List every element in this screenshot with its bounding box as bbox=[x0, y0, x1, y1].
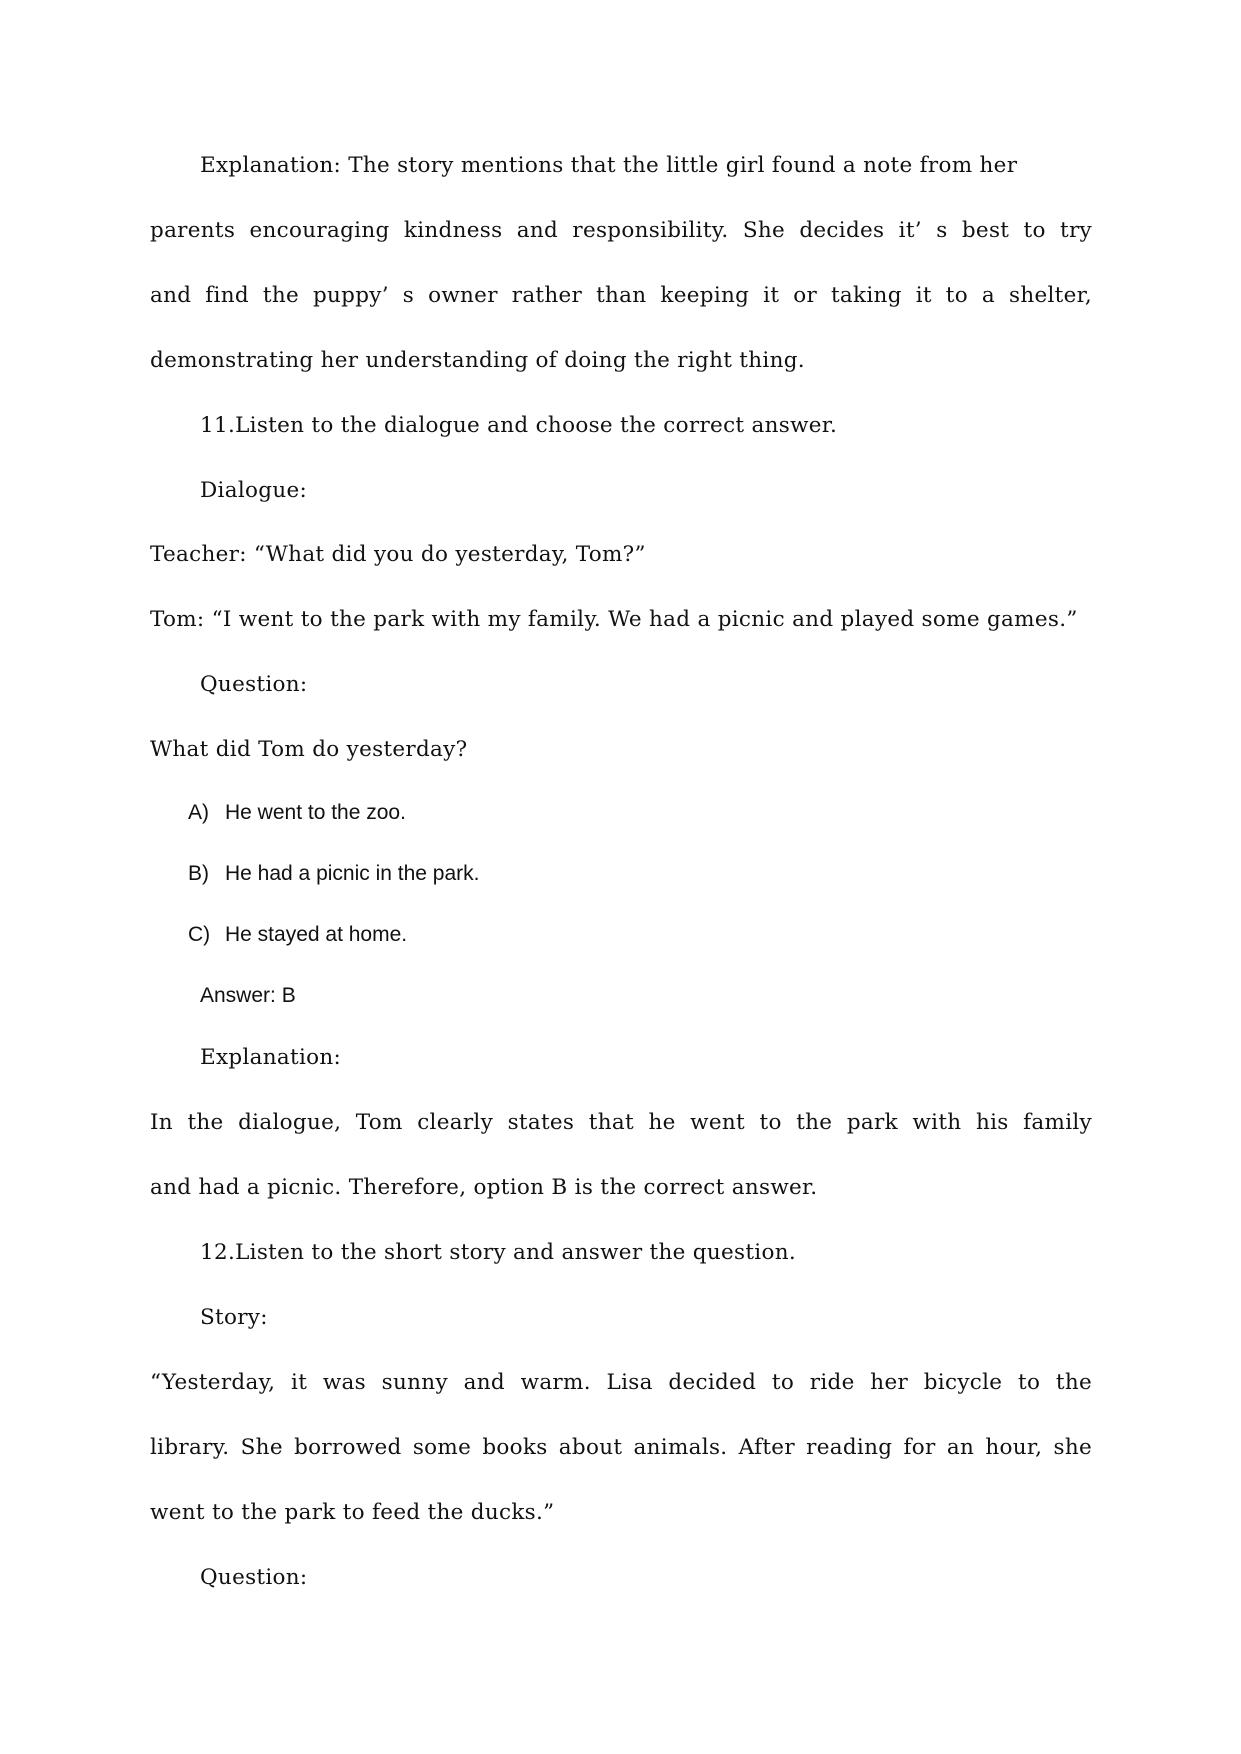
option-b-letter: B) bbox=[188, 862, 209, 885]
option-b-text: He had a picnic in the park. bbox=[225, 862, 480, 885]
answer-11: Answer: B bbox=[200, 984, 296, 1007]
explanation-line-1: Explanation: The story mentions that the little girl found a note from her bbox=[200, 153, 1018, 178]
question-label-11: Question: bbox=[200, 672, 308, 697]
question-label-12: Question: bbox=[200, 1565, 308, 1590]
option-c-text: He stayed at home. bbox=[225, 923, 408, 946]
explanation-line-4: demonstrating her understanding of doing the right thing. bbox=[150, 348, 805, 373]
option-b bbox=[188, 863, 479, 884]
explanation-11-line-1: In the dialogue, Tom clearly states that he went to the park with his family bbox=[150, 1110, 1092, 1135]
explanation-label-11: Explanation: bbox=[200, 1045, 342, 1070]
question-text-11: What did Tom do yesterday? bbox=[150, 737, 468, 762]
option-a-text: He went to the zoo. bbox=[225, 801, 406, 824]
option-a-letter: A) bbox=[188, 801, 209, 824]
explanation-line-3: and find the puppy’ s owner rather than keeping it or taking it to a shelter, bbox=[150, 283, 1092, 308]
story-line-2: library. She borrowed some books about animals. After reading for an hour, she bbox=[150, 1435, 1092, 1460]
story-label: Story: bbox=[200, 1305, 268, 1330]
dialogue-label: Dialogue: bbox=[200, 478, 308, 503]
option-c bbox=[188, 924, 407, 945]
option-a bbox=[188, 802, 406, 823]
option-c-letter: C) bbox=[188, 923, 211, 946]
teacher-line: Teacher: “What did you do yesterday, Tom?” bbox=[150, 542, 646, 567]
explanation-line-2: parents encouraging kindness and responsibility. She decides it’ s best to try bbox=[150, 218, 1092, 243]
tom-line: Tom: “I went to the park with my family. We had a picnic and played some games.” bbox=[150, 607, 1078, 632]
story-line-1: “Yesterday, it was sunny and warm. Lisa decided to ride her bicycle to the bbox=[150, 1370, 1092, 1395]
explanation-11-line-2: and had a picnic. Therefore, option B is the correct answer. bbox=[150, 1175, 818, 1200]
story-line-3: went to the park to feed the ducks.” bbox=[150, 1500, 555, 1525]
question-12-heading: 12.Listen to the short story and answer the question. bbox=[200, 1240, 796, 1265]
question-11-heading: 11.Listen to the dialogue and choose the correct answer. bbox=[200, 413, 838, 438]
